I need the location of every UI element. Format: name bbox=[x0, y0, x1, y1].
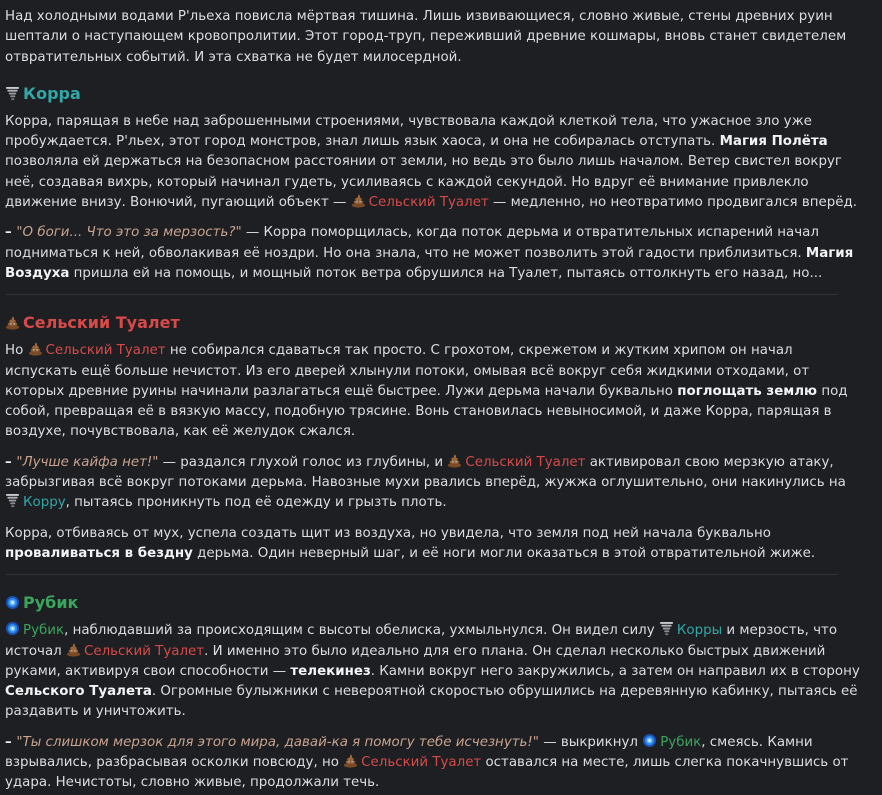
mention-rubik[interactable]: Рубик bbox=[5, 623, 64, 638]
mention-toilet[interactable]: Сельский Туалет bbox=[66, 644, 204, 659]
toilet-paragraph-3: Корра, отбиваясь от мух, успела создать щит из воздуха, но увидела, что земля под ней начала буквально проваливаться в бездну дерьма. Один неверный шаг, и её ноги могли оказаться в этой отвратительной жиже. bbox=[5, 525, 816, 561]
section-divider bbox=[5, 294, 838, 295]
tornado-icon bbox=[659, 621, 674, 636]
magic-orb-icon bbox=[5, 621, 20, 636]
magic-orb-icon bbox=[5, 595, 20, 610]
mention-toilet[interactable]: Сельский Туалет bbox=[351, 195, 489, 210]
mention-toilet[interactable]: Сельский Туалет bbox=[28, 343, 166, 358]
poop-icon bbox=[343, 753, 358, 768]
poop-icon bbox=[66, 642, 81, 657]
intro-paragraph: Над холодными водами Р'льеха повисла мёртвая тишина. Лишь извивающиеся, словно живые, стены древних руин шептали о наступающем кровопролитии. Этот город-труп, переживший древние кошмары, вновь станет свидетелем отвратительных событий. И эта схватка не будет милосердной. bbox=[5, 9, 847, 65]
poop-icon bbox=[351, 193, 366, 208]
poop-icon bbox=[447, 453, 462, 468]
korra-paragraph-1: Корра, парящая в небе над заброшенными строениями, чувствовала каждой клеткой тела, что ужасное зло уже пробуждается. Р'льех, этот город монстров, знал лишь язык хаоса, и она не собиралась отступать. Магия Полёта позволяла ей держаться на безопасном расстоянии от земли, но ведь это было лишь началом. Ветер свистел вокруг неё, создавая вихрь, который начинал гудеть, усиливаясь с каждой секундой. Но вдруг её внимание привлекло движение внизу. Вонючий, пугающий объект — Сельский Туалет — медленно, но неотвратимо продвигался вперёд. bbox=[5, 113, 858, 211]
toilet-paragraph-2: – "Лучше кайфа нет!" — раздался глухой голос из глубины, и Сельский Туалет активировал свою мерзкую атаку, забрызгивая всё вокруг потоками дерьма. Навозные мухи рвались вперёд, жужжа оглушительно, они накинулись на Корру, пытаясь проникнуть под её одежду и грызть плоть. bbox=[5, 454, 846, 511]
section-heading-rubik: Рубик bbox=[5, 593, 868, 613]
poop-icon bbox=[5, 315, 20, 330]
mention-korra[interactable]: Корры bbox=[659, 623, 722, 638]
rubik-paragraph-1: Рубик, наблюдавший за происходящим с высоты обелиска, ухмыльнулся. Он видел силу Корры и мерзость, что источал Сельский Туалет. И именно это было идеально для его плана. Он сделал несколько быстрых движений руками, активируя свои способности — телекинез. Камни вокруг него закружились, а затем он направил их в сторону Сельского Туалета. Огромные булыжники с невероятной скоростью обрушились на деревянную кабинку, пытаясь её раздавить и уничтожить. bbox=[5, 623, 860, 720]
quote-text: "О боги... Что это за мерзость?" bbox=[16, 225, 242, 241]
korra-paragraph-2: – "О боги... Что это за мерзость?" — Корра поморщилась, когда поток дерьма и отвратительных испарений начал подниматься к ней, обволакивая её ноздри. Но она знала, что не может позволить этой гадости приблизиться. Магия Воздуха пришла ей на помощь, и мощный поток ветра обрушился на Туалет, пытаясь оттолкнуть его назад, но... bbox=[5, 225, 854, 281]
section-heading-korra: Корра bbox=[5, 84, 868, 104]
tornado-icon bbox=[5, 493, 20, 508]
mention-rubik[interactable]: Рубик bbox=[642, 735, 701, 750]
poop-icon bbox=[28, 341, 43, 356]
quote-text: "Лучше кайфа нет!" bbox=[16, 454, 159, 470]
section-heading-toilet: Сельский Туалет bbox=[5, 313, 868, 333]
mention-toilet[interactable]: Сельский Туалет bbox=[343, 755, 481, 770]
toilet-paragraph-1: Но Сельский Туалет не собирался сдаваться так просто. С грохотом, скрежетом и жутким хрипом он начал испускать ещё больше нечистот. Из его дверей хлынули потоки, омывая всё вокруг себя жидкими отходами, от которых древние руины начинали разлагаться ещё быстрее. Лужи дерьма начали буквально поглощать землю под собой, превращая её в вязкую массу, подобную трясине. Вонь становилась невыносимой, и даже Корра, парящая в воздухе, почувствовала, как её желудок сжался. bbox=[5, 343, 848, 440]
mention-toilet[interactable]: Сельский Туалет bbox=[447, 455, 585, 470]
quote-text: "Ты слишком мерзок для этого мира, давай-ка я помогу тебе исчезнуть!" bbox=[16, 734, 539, 750]
section-divider bbox=[5, 574, 838, 575]
tornado-icon bbox=[5, 86, 20, 101]
rubik-paragraph-2: – "Ты слишком мерзок для этого мира, давай-ка я помогу тебе исчезнуть!" — выкрикнул Рубик, смеясь. Камни взрывались, разбрасывая осколки повсюду, но Сельский Туалет оставался на месте, лишь слегка покачнувшись от удара. Нечистоты, словно живые, продолжали течь. bbox=[5, 734, 849, 791]
mention-korra[interactable]: Корру bbox=[5, 495, 66, 510]
magic-orb-icon bbox=[642, 733, 657, 748]
